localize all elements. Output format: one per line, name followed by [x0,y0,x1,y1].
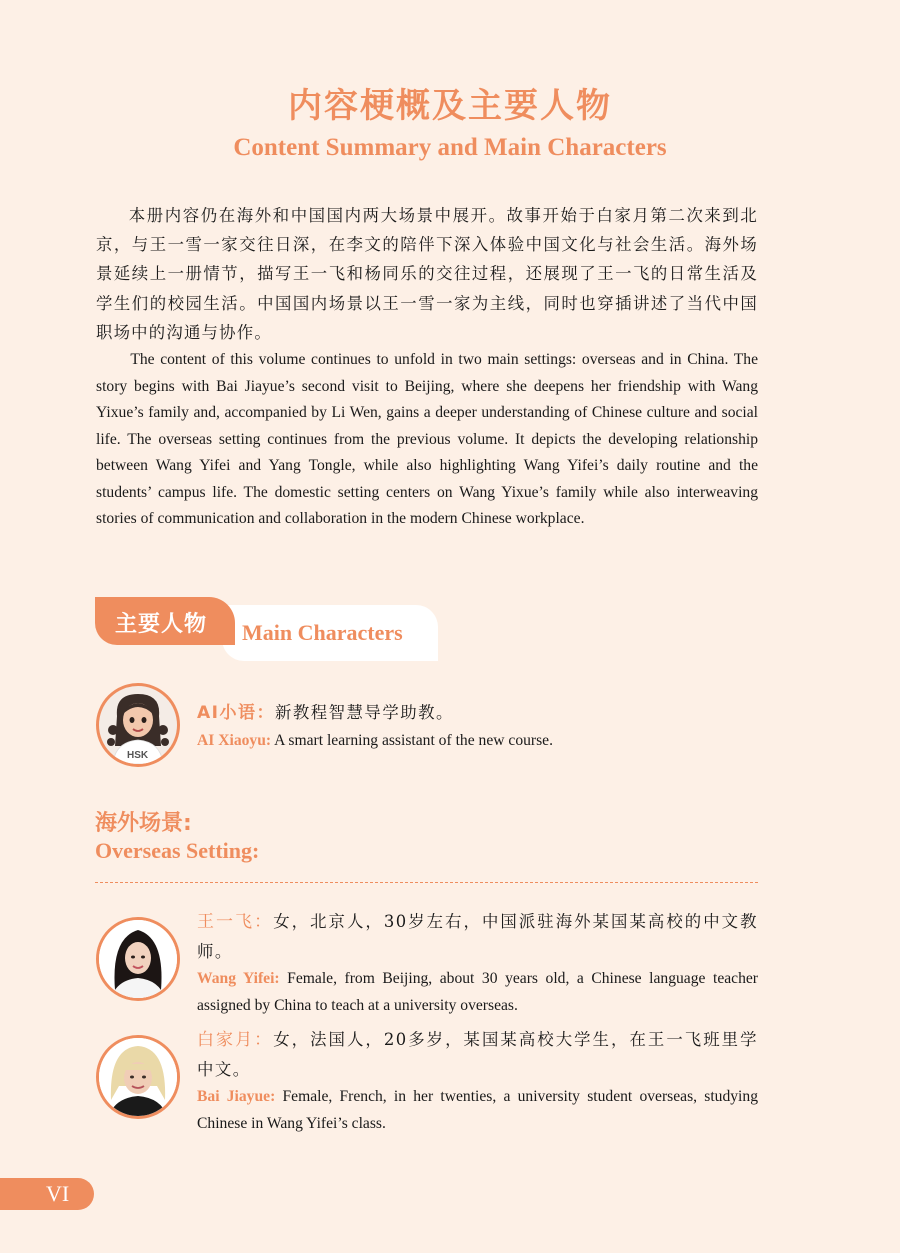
page-number: VI [46,1181,70,1206]
dashed-divider [95,882,758,883]
bai-jiayue-desc-cn: 女，法国人，20多岁，某国某高校大学生，在王一飞班里学中文。 [197,1030,759,1079]
bai-jiayue-name-en: Bai Jiayue: [197,1088,276,1105]
ai-xiaoyu-line-en [197,728,758,755]
bai-jiayue-avatar [96,1035,180,1119]
overseas-heading-en: Overseas Setting: [95,838,260,863]
overseas-heading-cn: 海外场景: [95,811,192,836]
wang-yifei-desc-cn: 女，北京人，30岁左右，中国派驻海外某国某高校的中文教师。 [197,912,759,961]
wang-yifei-avatar [96,917,180,1001]
character-bai-jiayue [197,1025,758,1137]
bai-jiayue-line-en [197,1084,758,1137]
ai-xiaoyu-name-cn: AI小语： [197,703,275,723]
summary-paragraph-cn: 本册内容仍在海外和中国国内两大场景中展开。故事开始于白家月第二次来到北京，与王一雪一家交往日深，在李文的陪伴下深入体验中国文化与社会生活。海外场景延续上一册情节，描写王一飞和杨同乐的交往过程，还展现了王一飞的日常生活及学生们的校园生活。中国国内场景以王一雪一家为主线，同时也穿插讲述了当代中国职场中的沟通与协作。 [96,206,758,342]
bai-jiayue-name-cn: 白家月： [197,1030,274,1050]
page-title-en: Content Summary and Main Characters [233,134,667,161]
ai-xiaoyu-block [197,698,758,755]
wang-yifei-line-en [197,966,758,1019]
ai-xiaoyu-avatar [96,683,180,767]
bai-jiayue-line-cn [197,1025,758,1084]
section-heading-en: Main Characters [242,620,403,645]
summary-paragraph-en: The content of this volume continues to unfold in two main settings: overseas and in China. The story begins with Bai Jiayue’s second visit to Beijing, where she deepens her friendship with Wang Yixue’s family and, accompanied by Li Wen, gains a deeper understanding of Chinese culture and social life. The overseas setting continues from the previous volume. It depicts the developing relationship between Wang Yifei and Yang Tongle, while also highlighting Wang Yifei’s daily routine and the students’ campus life. The domestic setting centers on Wang Yixue’s family while also interweaving stories of communication and collaboration in the modern Chinese workplace. [96,351,758,527]
wang-yifei-line-cn [197,907,758,966]
wang-yifei-name-cn: 王一飞： [197,912,274,932]
ai-xiaoyu-desc-en: A smart learning assistant of the new course. [271,732,553,749]
bai-jiayue-desc-en: Female, French, in her twenties, a university student overseas, studying Chinese in Wang Yifei’s class. [197,1088,758,1132]
ai-xiaoyu-line-cn [197,698,758,728]
section-heading-cn: 主要人物 [115,612,208,637]
character-wang-yifei [197,907,758,1019]
wang-yifei-desc-en: Female, from Beijing, about 30 years old, a Chinese language teacher assigned by China to teach at a university overseas. [197,970,758,1014]
wang-yifei-name-en: Wang Yifei: [197,970,280,987]
avatar-shirt-text: HSK [127,750,149,761]
page-title-cn: 内容梗概及主要人物 [288,86,612,126]
ai-xiaoyu-name-en: AI Xiaoyu: [197,732,272,749]
ai-xiaoyu-desc-cn: 新教程智慧导学助教。 [274,703,454,722]
